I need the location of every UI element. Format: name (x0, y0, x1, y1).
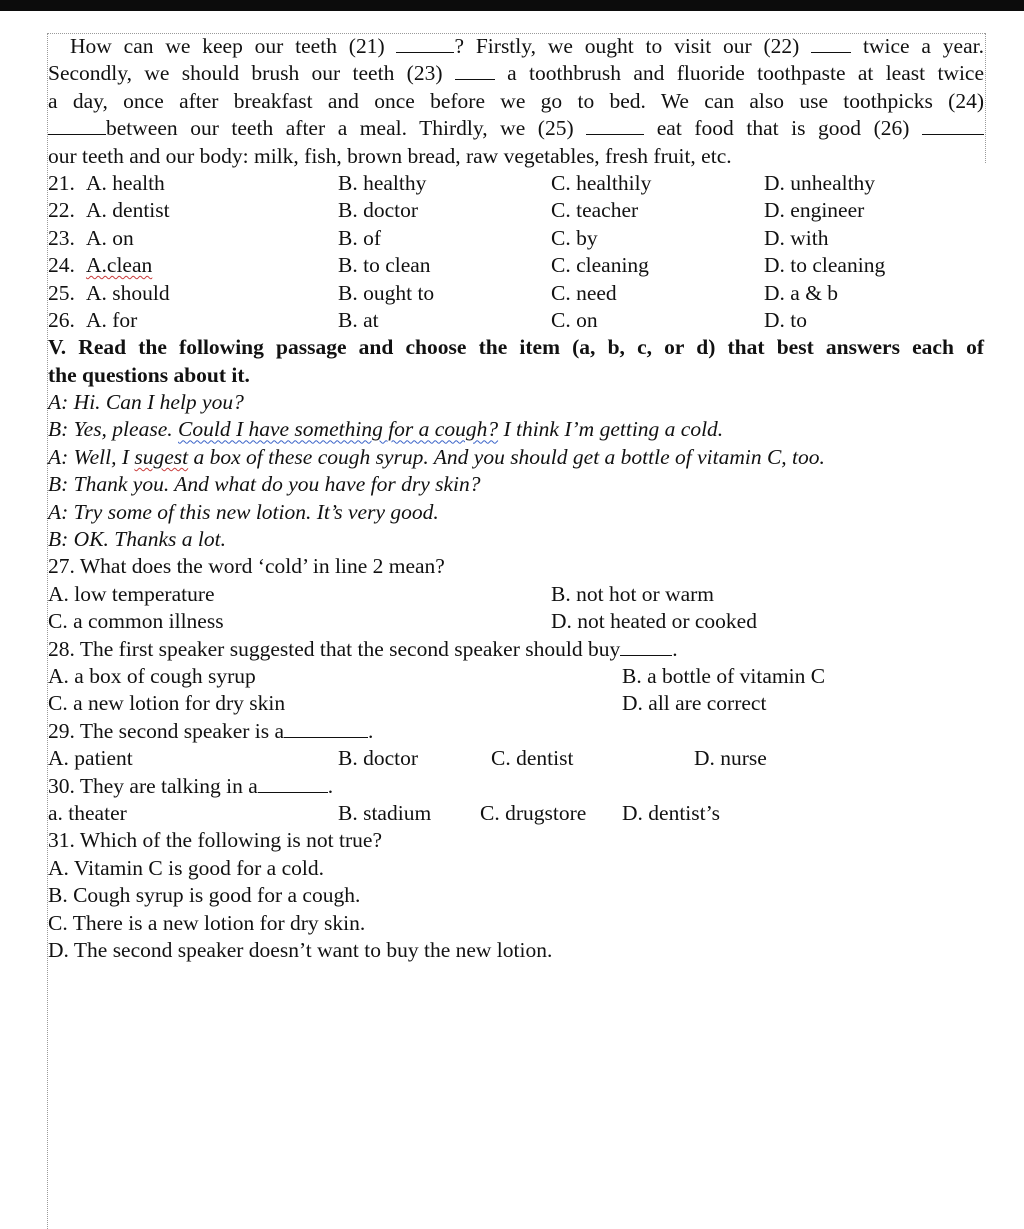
dialogue-text: A: Hi. Can I help you? (48, 390, 244, 415)
passage-text: eat food that is good (26) (656, 116, 910, 141)
spelling-flagged-text: sugest (134, 444, 189, 469)
option-d[interactable]: D. nurse (694, 746, 767, 771)
passage-text: twice a year. (863, 34, 984, 58)
question-stem-end: . (672, 636, 678, 661)
passage-text: a toothbrush and fluoride toothpaste at least twice (507, 61, 985, 86)
dialogue-line-5 (48, 499, 984, 526)
option-b[interactable]: B. doctor (338, 198, 419, 223)
option-a[interactable]: A.clean (86, 253, 153, 278)
passage-line-5 (48, 143, 984, 170)
question-stem: 28. The first speaker suggested that the second speaker should buy (48, 636, 621, 661)
passage-line-4 (48, 115, 984, 142)
option-a[interactable]: A. low temperature (48, 581, 215, 606)
option-c[interactable]: C. healthily (551, 170, 652, 195)
dialogue-text: A: Well, I (48, 444, 135, 469)
question-number: 24. (48, 253, 75, 278)
section-5-heading-line-2 (48, 362, 984, 389)
option-c[interactable]: C. a new lotion for dry skin (48, 691, 286, 716)
question-26 (48, 307, 984, 334)
question-31-option-a (48, 855, 984, 882)
option-a[interactable]: A. should (86, 280, 170, 305)
section-heading-text: V. Read the following passage and choose the item (a, b, c, or d) that best answers each of (48, 335, 984, 360)
option-b[interactable]: B. a bottle of vitamin C (622, 663, 826, 688)
dialogue-line-6 (48, 526, 984, 553)
question-28-options-ab (48, 663, 984, 690)
passage-line-1 (48, 33, 984, 60)
dialogue-text: B: Thank you. And what do you have for dry skin? (48, 472, 481, 497)
option-a[interactable]: A. Vitamin C is good for a cold. (48, 855, 324, 880)
dialogue-text: B: Yes, please. (48, 417, 178, 442)
option-b[interactable]: B. not hot or warm (551, 581, 715, 606)
question-stem-end: . (327, 773, 334, 798)
answer-blank (620, 638, 672, 656)
passage-line-3 (48, 88, 984, 115)
passage-text: a day, once after breakfast and once before we go to bed. We can also use toothpicks (24) (48, 88, 984, 113)
blank-24 (48, 117, 106, 135)
question-number: 21. (48, 170, 75, 195)
passage-line-2 (48, 60, 984, 87)
question-stem: 27. What does the word ‘cold’ in line 2 mean? (48, 554, 445, 579)
question-number: 23. (48, 225, 75, 250)
dialogue-text: A: Try some of this new lotion. It’s very good. (48, 499, 439, 524)
question-stem-end: . (368, 718, 374, 743)
option-c[interactable]: C. drugstore (480, 800, 587, 825)
option-a[interactable]: A. for (86, 307, 138, 332)
question-21 (48, 170, 984, 197)
option-d[interactable]: D. dentist’s (622, 800, 720, 825)
passage-text: our teeth and our body: milk, fish, brown bread, raw vegetables, fresh fruit, etc. (48, 143, 732, 168)
option-c[interactable]: C. dentist (491, 746, 574, 771)
question-30-options (48, 800, 984, 827)
question-24 (48, 252, 984, 279)
passage-text: ? Firstly, we ought to visit our (22) (454, 34, 800, 58)
option-b[interactable]: B. healthy (338, 170, 427, 195)
option-d[interactable]: D. with (764, 225, 829, 250)
option-c[interactable]: C. cleaning (551, 253, 649, 278)
question-22 (48, 197, 984, 224)
question-stem: 29. The second speaker is a (48, 718, 285, 743)
page-border-right (985, 33, 986, 163)
option-d[interactable]: D. not heated or cooked (551, 609, 757, 634)
option-d[interactable]: D. to (764, 307, 807, 332)
option-d[interactable]: D. engineer (764, 198, 865, 223)
option-b[interactable]: B. stadium (338, 800, 432, 825)
section-5-heading-line-1 (48, 334, 984, 361)
blank-25 (586, 117, 644, 135)
passage-text: between our teeth after a meal. Thirdly, we (25) (106, 116, 574, 141)
dialogue-line-4 (48, 471, 984, 498)
grammar-flagged-text: Could I have something for a cough? (178, 417, 499, 442)
option-c[interactable]: C. teacher (551, 198, 639, 223)
question-27-options-cd (48, 608, 984, 635)
question-25 (48, 280, 984, 307)
question-stem: 31. Which of the following is not true? (48, 828, 382, 853)
option-b[interactable]: B. ought to (338, 280, 435, 305)
blank-21 (396, 35, 454, 53)
option-d[interactable]: D. a & b (764, 280, 839, 305)
option-b[interactable]: B. Cough syrup is good for a cough. (48, 883, 361, 908)
question-31-option-c (48, 910, 984, 937)
question-number: 22. (48, 198, 75, 223)
dialogue-text: I think I’m getting a cold. (498, 417, 724, 442)
question-29-stem (48, 718, 984, 745)
question-31-stem (48, 827, 984, 854)
option-b[interactable]: B. to clean (338, 253, 431, 278)
passage-text: Secondly, we should brush our teeth (23) (48, 61, 443, 86)
dialogue-line-3 (48, 444, 984, 471)
document-page (0, 11, 1024, 1229)
option-c[interactable]: C. on (551, 307, 598, 332)
option-c[interactable]: C. There is a new lotion for dry skin. (48, 910, 366, 935)
dialogue-line-2 (48, 416, 984, 443)
option-d[interactable]: D. all are correct (622, 691, 767, 716)
option-a[interactable]: A. patient (48, 746, 133, 771)
option-a[interactable]: A. health (86, 170, 165, 195)
blank-22 (811, 35, 851, 53)
question-30-stem (48, 773, 984, 800)
option-c[interactable]: C. a common illness (48, 609, 224, 634)
option-c[interactable]: C. need (551, 280, 617, 305)
top-dark-bar (0, 0, 1024, 11)
document-content (48, 33, 984, 964)
option-a[interactable]: A. on (86, 225, 134, 250)
option-a[interactable]: a. theater (48, 800, 127, 825)
question-number: 25. (48, 280, 75, 305)
question-29-options (48, 745, 984, 772)
answer-blank (284, 720, 368, 738)
option-a[interactable]: A. dentist (86, 198, 170, 223)
passage-text: How can we keep our teeth (21) (70, 34, 385, 58)
dialogue-text: B: OK. Thanks a lot. (48, 527, 226, 552)
answer-blank (258, 775, 328, 793)
question-27-stem (48, 553, 984, 580)
option-b[interactable]: B. doctor (338, 746, 419, 771)
question-28-options-cd (48, 690, 984, 717)
option-a[interactable]: A. a box of cough syrup (48, 663, 256, 688)
question-number: 26. (48, 307, 75, 332)
question-23 (48, 225, 984, 252)
option-b[interactable]: B. of (338, 225, 381, 250)
option-b[interactable]: B. at (338, 307, 379, 332)
option-d[interactable]: D. to cleaning (764, 253, 886, 278)
question-31-option-b (48, 882, 984, 909)
dialogue-text: a box of these cough syrup. And you should get a bottle of vitamin C, too. (188, 444, 825, 469)
dialogue-line-1 (48, 389, 984, 416)
blank-26 (922, 117, 984, 135)
blank-23 (455, 62, 495, 80)
question-28-stem (48, 636, 984, 663)
question-31-option-d (48, 937, 984, 964)
option-d[interactable]: D. The second speaker doesn’t want to buy the new lotion. (48, 937, 553, 962)
option-d[interactable]: D. unhealthy (764, 170, 876, 195)
question-stem: 30. They are talking in a (48, 773, 258, 798)
option-c[interactable]: C. by (551, 225, 598, 250)
section-heading-text: the questions about it. (48, 362, 250, 387)
question-27-options-ab (48, 581, 984, 608)
